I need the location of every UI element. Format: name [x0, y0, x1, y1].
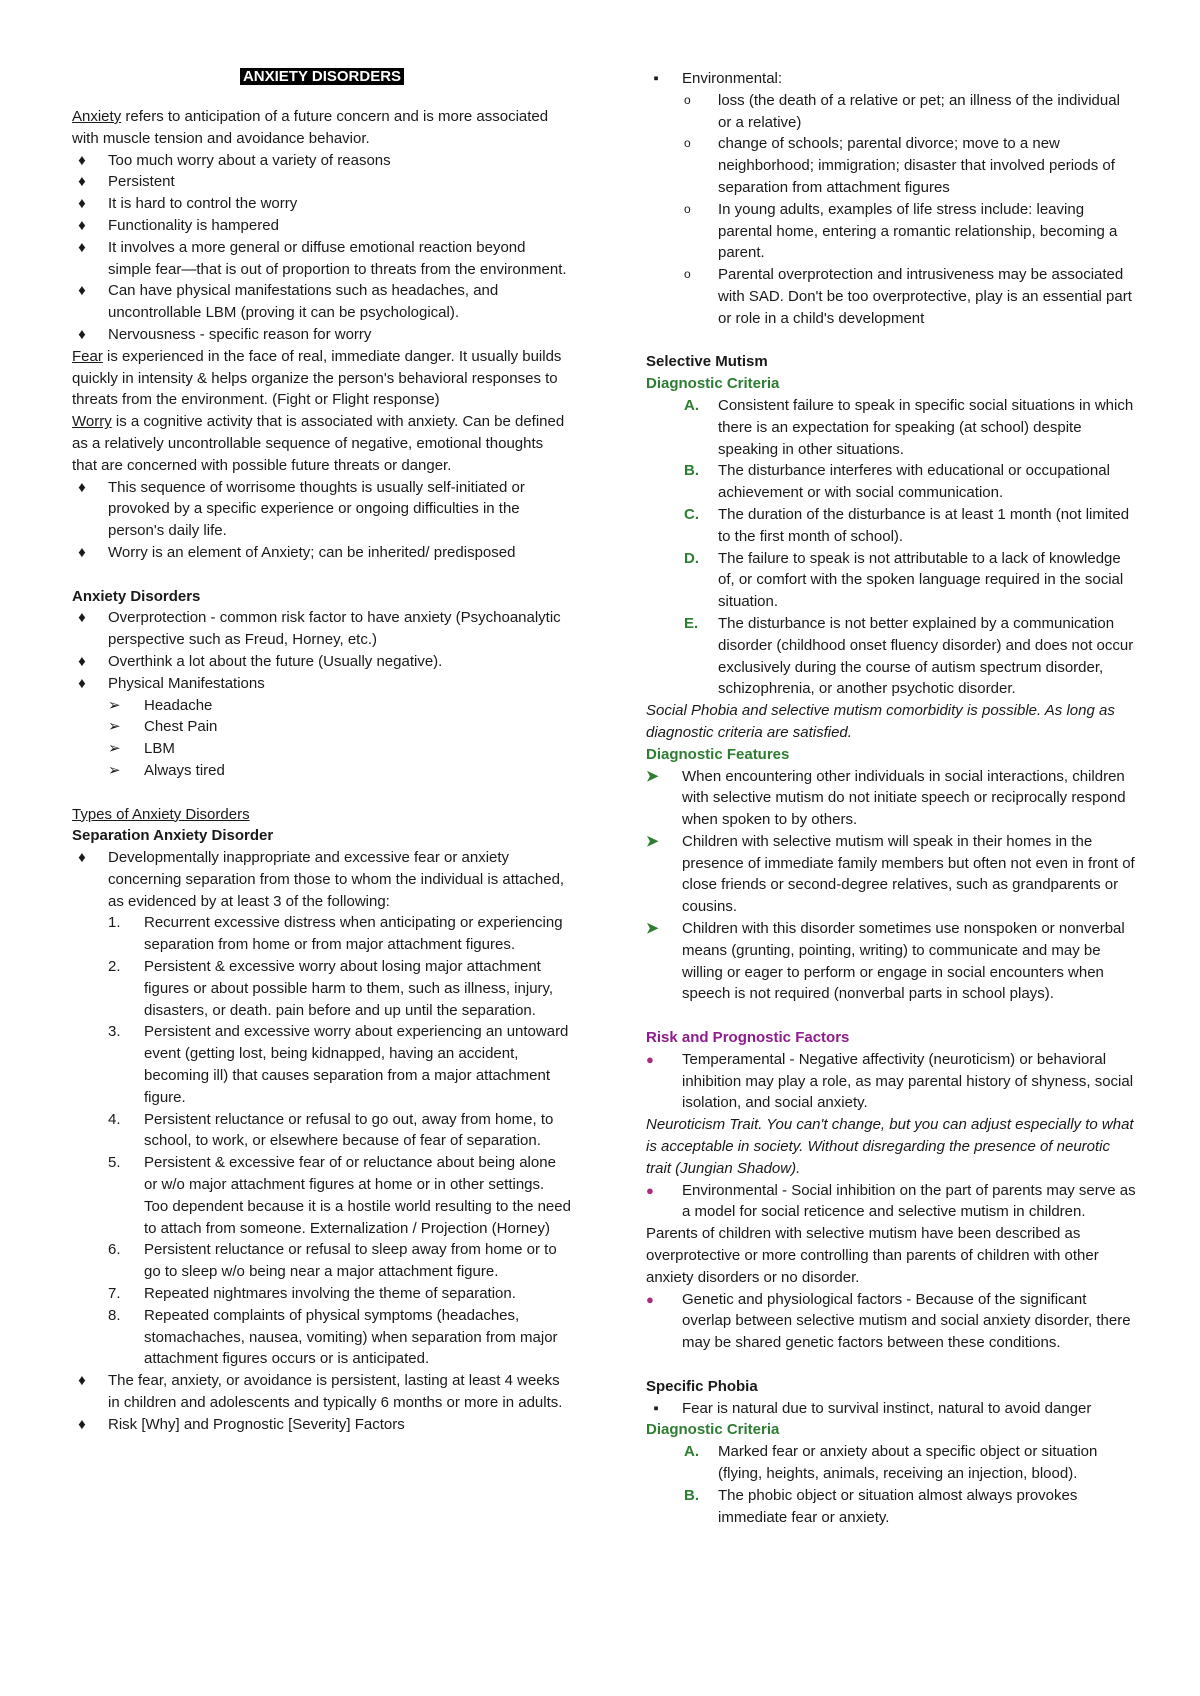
list-item: ● Genetic and physiological factors - Because of the significant overlap between selective mutism and social anxiety disorder, there may be shared genetic factors between these conditions.	[646, 1290, 1131, 1352]
environmental-list	[646, 68, 1136, 330]
worry-definition: Worry is a cognitive activity that is associated with anxiety. Can be defined as a relatively uncontrollable sequence of negative, emotional thoughts that are concerned with possible future threats or danger.	[72, 413, 565, 474]
bullet-icon: ♦	[78, 325, 86, 343]
circle-bullet-icon: o	[684, 201, 691, 216]
bullet-icon: ♦	[78, 543, 86, 561]
page-title: ANXIETY DISORDERS	[72, 68, 572, 85]
numbered-item: 5. Persistent & excessive fear of or reluctance about being alone or w/o major attachment figures at home or in other settings. Too dependent because it is a hostile world resulting to the need to attach from someone. Externalization / Projection (Horney)	[108, 1154, 571, 1237]
anxiety-disorders-bullets	[72, 607, 572, 781]
right-column	[646, 68, 1136, 1528]
sm-criteria	[646, 395, 1136, 700]
left-column	[72, 68, 572, 1436]
list-item: ♦ Functionality is hampered	[72, 215, 572, 237]
list-item: ➤ When encountering other individuals in social interactions, children with selective mutism do not initiate speech or reciprocally respond when spoken to by others.	[646, 767, 1126, 829]
numbered-item: 4. Persistent reluctance or refusal to go out, away from home, to school, to work, or elsewhere because of fear of separation.	[108, 1110, 554, 1150]
bullet-icon: ♦	[78, 478, 86, 496]
criteria-item: D. The failure to speak is not attributable to a lack of knowledge of, or comfort with the spoken language required in the social situation.	[684, 549, 1124, 611]
sad-list	[72, 847, 572, 912]
list-item: ➢ Always tired	[72, 760, 572, 782]
numbered-item: 8. Repeated complaints of physical symptoms (headaches, stomachaches, nausea, vomiting) when separation from major attachment figures occurs or is anticipated.	[108, 1306, 558, 1368]
list-item: ♦ Can have physical manifestations such as headaches, and uncontrollable LBM (proving it can be psychological).	[72, 280, 572, 324]
list-item: ♦ Too much worry about a variety of reasons	[72, 150, 572, 172]
circle-bullet-icon: o	[684, 267, 691, 282]
bullet-icon: ♦	[78, 652, 86, 670]
anxiety-bullets	[72, 150, 572, 346]
bullet-icon: ♦	[78, 282, 86, 300]
sad-tail-bullets	[72, 1370, 572, 1435]
list-item: ➤ Children with this disorder sometimes use nonspoken or nonverbal means (grunting, pointing, writing) to communicate and may be willing or eager to perform or engage in social encounters when speech is not required (nonverbal parts in school plays).	[646, 920, 1125, 1003]
neuroticism-note: Neuroticism Trait. You can't change, but you can adjust especially to what is acceptable in society. Without disregarding the presence of neurotic trait (Jungian Shadow).	[646, 1116, 1134, 1177]
risk-factors-list	[646, 1049, 1136, 1114]
criteria-item: B. The disturbance interferes with educational or occupational achievement or with social communication.	[684, 462, 1110, 502]
criteria-item: C. The duration of the disturbance is at least 1 month (not limited to the first month of school).	[684, 505, 1130, 545]
numbered-item: 2. Persistent & excessive worry about losing major attachment figures or about possible harm to them, such as illness, injury, disasters, or death. pain before and up until the separation.	[108, 958, 554, 1019]
bullet-icon: ♦	[78, 195, 86, 213]
criteria-item: A. Consistent failure to speak in specific social situations in which there is an expectation for speaking (at school) despite speaking in other situations.	[684, 396, 1134, 458]
list-item: ♦ Physical Manifestations	[72, 673, 572, 695]
bullet-icon: ♦	[78, 173, 86, 191]
list-item: ➢ LBM	[72, 738, 572, 760]
arrow-bullet-icon: ➢	[108, 718, 121, 736]
worry-term: Worry	[72, 413, 112, 431]
arrow-bullet-icon: ➢	[108, 740, 121, 758]
circle-bullet-icon: o	[684, 136, 691, 151]
fear-definition: Fear is experienced in the face of real, immediate danger. It usually builds quickly in intensity & helps organize the person's behavioral responses to threats from the environment. (Fight or Flight response)	[72, 347, 562, 409]
bullet-icon: ♦	[78, 849, 86, 867]
bullet-icon: ▪	[653, 70, 659, 87]
bullet-icon: ♦	[78, 674, 86, 692]
list-item: ♦ Worry is an element of Anxiety; can be inherited/ predisposed	[72, 542, 572, 564]
list-item: ♦ It involves a more general or diffuse emotional reaction beyond simple fear—that is out of proportion to threats from the environment.	[72, 237, 572, 281]
comorbidity-note: Social Phobia and selective mutism comorbidity is possible. As long as diagnostic criteria are satisfied.	[646, 702, 1115, 741]
dot-bullet-icon: ●	[646, 1291, 654, 1307]
parents-paragraph: Parents of children with selective mutism have been described as overprotective or more controlling than parents of children with other anxiety disorders or no disorder.	[646, 1225, 1099, 1286]
criteria-item: E. The disturbance is not better explained by a communication disorder (childhood onset fluency disorder) and does not occur exclusively during the course of autism spectrum disorder, schizophrenia, or another psychotic disorder.	[684, 614, 1134, 698]
anxiety-term: Anxiety	[72, 108, 122, 125]
list-item: ♦ Persistent	[72, 171, 572, 193]
bullet-icon: ♦	[78, 1415, 86, 1433]
section-heading-specific-phobia: Specific Phobia	[646, 1377, 758, 1395]
arrow-bullet-icon: ➤	[646, 920, 659, 938]
arrow-bullet-icon: ➤	[646, 767, 659, 785]
numbered-item: 6. Persistent reluctance or refusal to sleep away from home or to go to sleep w/o being near a major attachment figure.	[108, 1241, 557, 1281]
list-item: ♦ Developmentally inappropriate and excessive fear or anxiety concerning separation from those to whom the individual is attached, as evidenced by at least 3 of the following:	[72, 847, 572, 912]
list-item: o In young adults, examples of life stress include: leaving parental home, entering a romantic relationship, becoming a parent.	[684, 200, 1118, 262]
sad-criteria	[72, 912, 572, 1370]
list-item: ♦ The fear, anxiety, or avoidance is persistent, lasting at least 4 weeks in children and adolescents and typically 6 months or more in adults.	[72, 1370, 572, 1414]
section-heading-selective-mutism: Selective Mutism	[646, 353, 768, 371]
arrow-bullet-icon: ➢	[108, 696, 121, 714]
bullet-icon: ♦	[78, 1372, 86, 1390]
anxiety-definition: Anxiety refers to anticipation of a future concern and is more associated with muscle tension and avoidance behavior.	[72, 108, 549, 147]
sm-features	[646, 766, 1136, 1006]
list-item: ➤ Children with selective mutism will speak in their homes in the presence of immediate family members but often not even in front of close friends or second-degree relatives, such as grandparents or cousins.	[646, 832, 1135, 916]
list-item: o Parental overprotection and intrusiveness may be associated with SAD. Don't be too overprotective, play is an essential part or role in a child's development	[684, 266, 1132, 327]
bullet-icon: ♦	[78, 151, 86, 169]
list-item: ♦ Overprotection - common risk factor to have anxiety (Psychoanalytic perspective such as Freud, Horney, etc.)	[72, 607, 572, 651]
list-item: ♦ It is hard to control the worry	[72, 193, 572, 215]
list-item: ➢ Chest Pain	[72, 716, 572, 738]
worry-bullets	[72, 477, 572, 564]
list-item: ▪ Environmental:	[646, 68, 1136, 90]
bullet-icon: ♦	[78, 609, 86, 627]
circle-bullet-icon: o	[684, 92, 691, 107]
sp-diagnostic-criteria-heading: Diagnostic Criteria	[646, 1421, 780, 1439]
list-item: ♦ This sequence of worrisome thoughts is usually self-initiated or provoked by a specific experience or ongoing difficulties in the person's daily life.	[72, 477, 572, 542]
dot-bullet-icon: ●	[646, 1051, 654, 1067]
bullet-icon: ♦	[78, 238, 86, 256]
list-item: ➢ Headache	[72, 695, 572, 717]
numbered-item: 1. Recurrent excessive distress when anticipating or experiencing separation from home or from major attachment figures.	[108, 914, 563, 954]
types-heading: Types of Anxiety Disorders	[72, 805, 250, 823]
list-item: ▪ Fear is natural due to survival instinct, natural to avoid danger	[646, 1398, 1136, 1420]
criteria-item: A. Marked fear or anxiety about a specific object or situation (flying, heights, animals, receiving an injection, blood).	[684, 1443, 1098, 1482]
arrow-bullet-icon: ➤	[646, 832, 659, 850]
list-item: ♦ Overthink a lot about the future (Usually negative).	[72, 651, 572, 673]
section-heading-anxiety-disorders: Anxiety Disorders	[72, 587, 201, 605]
diagnostic-criteria-heading: Diagnostic Criteria	[646, 375, 780, 393]
arrow-bullet-icon: ➢	[108, 761, 121, 779]
section-heading-sad: Separation Anxiety Disorder	[72, 827, 274, 845]
fear-term: Fear	[72, 347, 103, 365]
list-item: ● Temperamental - Negative affectivity (neuroticism) or behavioral inhibition may play a role, as may parental history of shyness, social isolation, and social anxiety.	[646, 1050, 1134, 1112]
dot-bullet-icon: ●	[646, 1182, 654, 1198]
bullet-icon: ♦	[78, 216, 86, 234]
list-item: o change of schools; parental divorce; move to a new neighborhood; immigration; disaster that involved periods of separation from attachment figures	[684, 135, 1115, 196]
risk-factors-heading: Risk and Prognostic Factors	[646, 1029, 850, 1047]
numbered-item: 7. Repeated nightmares involving the theme of separation.	[108, 1285, 516, 1303]
bullet-icon: ▪	[653, 1399, 659, 1417]
diagnostic-features-heading: Diagnostic Features	[646, 745, 790, 763]
criteria-item: B. The phobic object or situation almost always provokes immediate fear or anxiety.	[684, 1486, 1078, 1526]
list-item: o loss (the death of a relative or pet; an illness of the individual or a relative)	[684, 91, 1120, 131]
list-item: ♦ Risk [Why] and Prognostic [Severity] Factors	[72, 1414, 572, 1436]
list-item: ● Environmental - Social inhibition on the part of parents may serve as a model for social reticence and selective mutism in children.	[646, 1181, 1136, 1221]
sp-criteria	[646, 1441, 1136, 1528]
list-item: ♦ Nervousness - specific reason for worry	[72, 324, 572, 346]
numbered-item: 3. Persistent and excessive worry about experiencing an untoward event (getting lost, being kidnapped, having an accident, becoming ill) that causes separation from a major attachment figure.	[108, 1023, 569, 1106]
